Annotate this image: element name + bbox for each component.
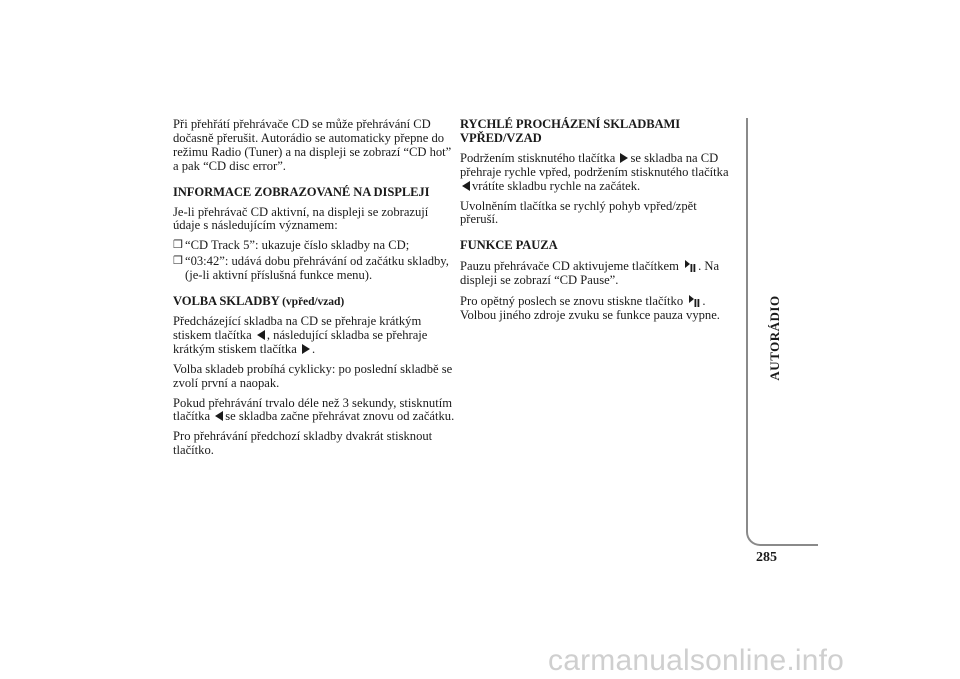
info-heading: INFORMACE ZOBRAZOVANÉ NA DISPLEJI [173,184,430,199]
text-span: se skladba na CD přehraje rychle vpřed, podržením stisknutého tlačítka [460,150,729,179]
bullet-text: “CD Track 5”: ukazuje číslo skladby na CD; [185,238,410,253]
play-pause-icon [684,259,696,273]
bullet-item [173,239,455,253]
rychle-paragraph-1 [460,152,732,194]
previous-track-icon [257,330,265,340]
rychle-heading: RYCHLÉ PROCHÁZENÍ SKLADBAMI VPŘED/VZAD [460,117,681,145]
text-span: . Na displeji se zobrazí “CD Pause”. [460,259,720,288]
text-span: . [311,341,316,356]
text-span: , následující skladba se přehraje krátkým stiskem tlačítka [173,327,428,356]
bullet-item [173,255,455,283]
previous-track-icon [462,181,470,191]
left-column [173,118,455,464]
rychle-paragraph-2: Uvolněním tlačítka se rychlý pohyb vpřed/zpět přeruší. [460,198,697,227]
page-number: 285 [756,550,777,565]
text-span: Pokud přehrávání trvalo déle než 3 sekundy, stisknutím tlačítka [173,395,452,424]
volba-heading-sub: (vpřed/vzad) [282,295,345,309]
volba-heading-main: VOLBA SKLADBY [173,294,280,309]
right-column [460,118,732,329]
text-span: Podržením stisknutého tlačítka [460,150,616,165]
bullet-box-icon: ❒ [173,255,183,268]
volba-paragraph-2: Volba skladeb probíhá cyklicky: po poslední skladbě se zvolí první a naopak. [173,361,453,390]
pauza-heading: FUNKCE PAUZA [460,238,558,253]
text-span: Pro opětný poslech se znovu stiskne tlačítko [460,294,684,309]
info-paragraph: Je-li přehrávač CD aktivní, na displeji se zobrazují údaje s následujícím významem: [173,204,429,233]
section-label: AUTORÁDIO [767,295,782,381]
text-span: vrátíte skladbu rychle na začátek. [472,178,641,193]
volba-paragraph-1 [173,315,455,357]
play-pause-icon [688,294,700,308]
intro-paragraph: Při přehřátí přehrávače CD se může přehrávání CD dočasně přerušit. Autorádio se automaticky přepne do režimu Radio (Tuner) a na displeji se zobrazí “CD hot” a pak “CD disc error”. [173,117,452,173]
watermark: carmanualsonline.info [548,644,845,677]
text-span: Předcházející skladba na CD se přehraje krátkým stiskem tlačítka [173,313,422,342]
volba-paragraph-3 [173,397,455,425]
text-span: se skladba začne přehrávat znovu od začátku. [225,409,455,424]
pauza-paragraph-1 [460,259,732,288]
volba-paragraph-4: Pro přehrávání předchozí skladby dvakrát stisknout tlačítko. [173,429,433,458]
text-span: Pauzu přehrávače CD aktivujeme tlačítkem [460,259,679,274]
bullet-box-icon: ❒ [173,239,183,252]
volba-heading [173,295,455,309]
bullet-text: “03:42”: udává dobu přehrávání od začátku skladby, (je-li aktivní příslušná funkce menu). [185,254,449,283]
text-span: . Volbou jiného zdroje zvuku se funkce pauza vypne. [460,294,720,322]
next-track-icon [302,344,310,354]
pauza-paragraph-2 [460,294,732,323]
previous-track-icon [215,411,223,421]
next-track-icon [620,153,628,163]
